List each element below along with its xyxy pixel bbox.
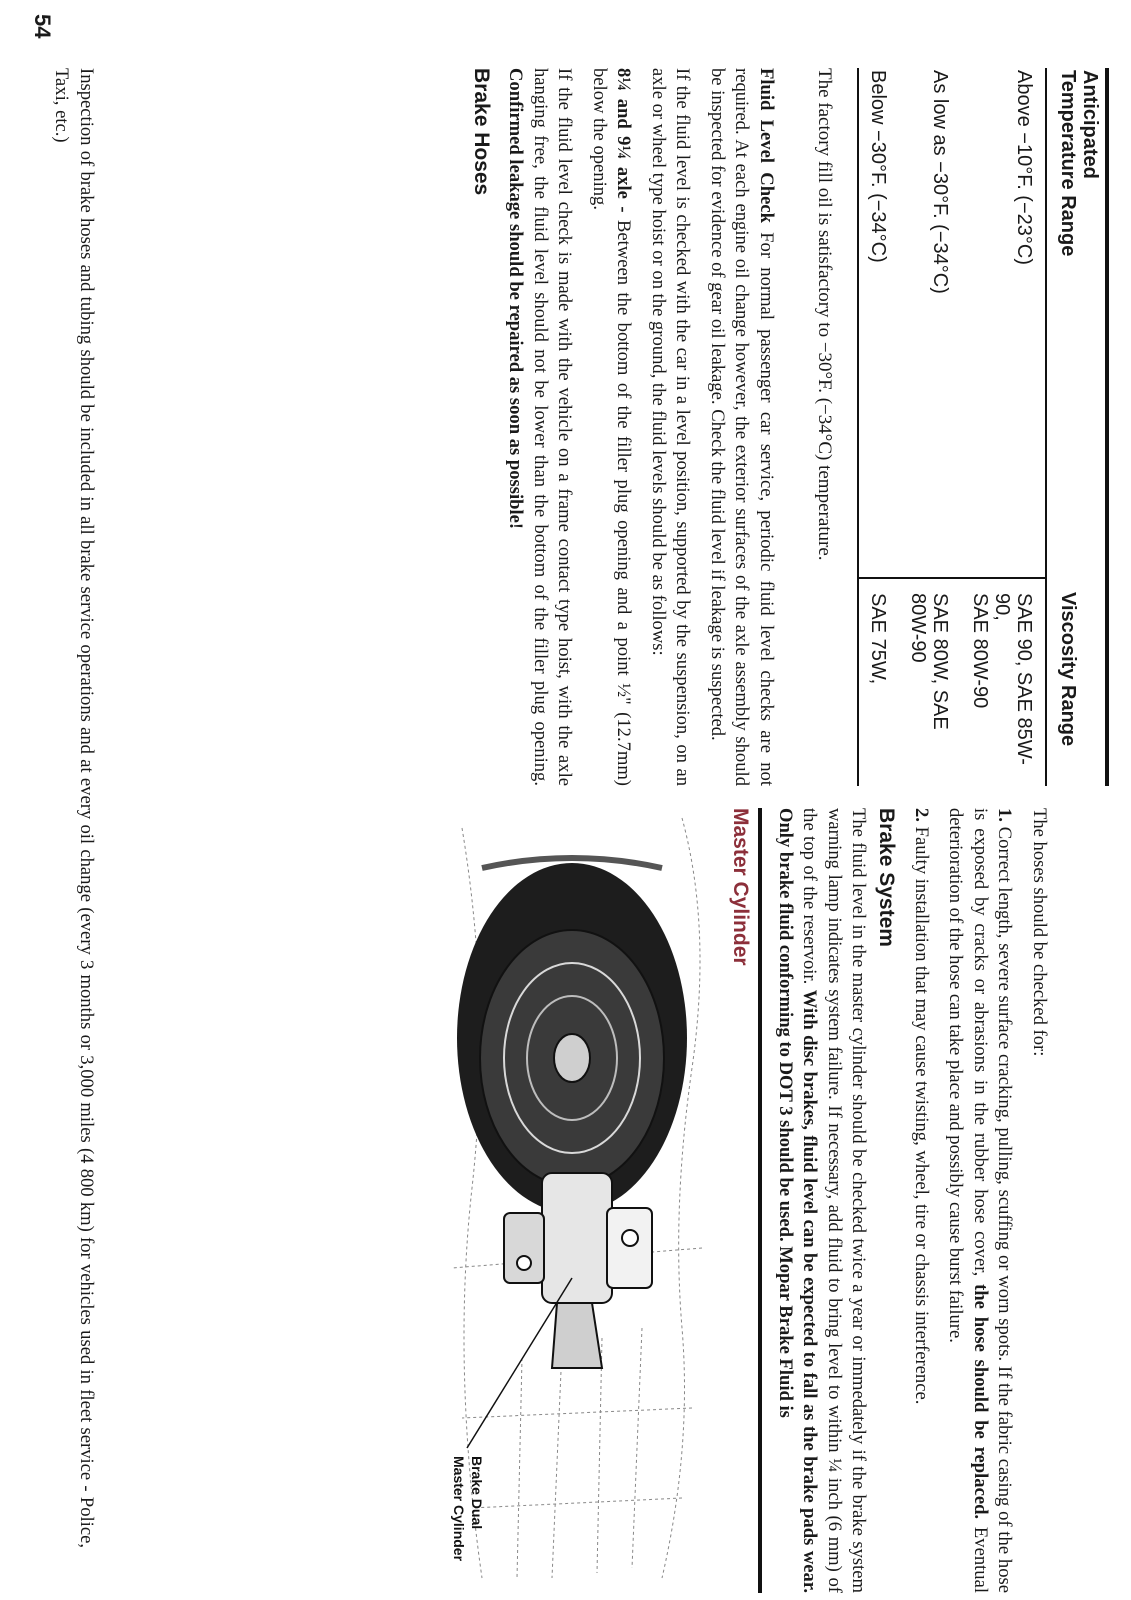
brake-booster-drawing — [458, 858, 688, 1213]
temp-cell: Above −10°F. (−23°C) — [1013, 70, 1035, 265]
item-2-text: Faulty installation that may cause twisting, wheel, tire or chassis interference. — [911, 821, 932, 1405]
temp-cell: Below −30°F. (−34°C) — [867, 70, 889, 263]
brake-hoses-check-for: The hoses should be checked for: — [1029, 808, 1050, 1057]
fluid-level-check-text: For normal passenger car service, periodic fluid level checks are not required. At each engine oil change however, the exterior surfaces of the axle assembly should be inspected for evidence of gear oil leakage. Check the fluid level if leakage is suspected. — [707, 68, 777, 787]
item-1-number: 1. — [994, 808, 1016, 822]
item-1-text-2: Eventual deterioration of the hose can take place and possibly cause burst failure. — [945, 808, 991, 1593]
table-row — [961, 68, 1046, 786]
axle-spec-label: 8¼ and 9¼ axle - — [613, 68, 635, 213]
left-column — [465, 68, 1109, 786]
frame-hoist-paragraph — [503, 68, 577, 786]
item-2-number: 2. — [911, 808, 932, 822]
viscosity-cell: SAE 90, SAE 85W-90, SAE 80W-90 — [961, 578, 1046, 786]
axle-spec-paragraph — [587, 68, 636, 786]
table-footnote: The factory fill oil is satisfactory to −30°F. (−34°C) temperature. — [814, 68, 835, 561]
master-cylinder-figure — [433, 808, 763, 1593]
brake-system-text: The fluid level in the master cylinder should be checked twice a year or immedately if the brake system warning lamp indicates system failure. If necessary, add fluid to bring level to within ¼ inch (6 mm) of the top of the reservoir. — [799, 808, 870, 1593]
level-position-paragraph: If the fluid level is checked with the car in a level position, supported by the suspension, on an axle or wheel type hoist or on the ground, the fluid levels should be as follows: — [648, 68, 694, 786]
axle-spec-text: Between the bottom of the filler plug opening and a point ½" (12.7mm) below the opening. — [589, 68, 635, 787]
header-viscosity: Viscosity Range — [1057, 592, 1079, 747]
viscosity-cell: SAE 75W, — [858, 578, 899, 786]
figure-title: Master Cylinder — [729, 808, 753, 966]
fluid-level-check-paragraph — [705, 68, 779, 786]
brake-system-heading: Brake System — [875, 808, 899, 947]
header-temperature — [1046, 68, 1107, 578]
brake-hoses-intro-block — [39, 68, 98, 1548]
table-bottom-rule — [857, 68, 858, 786]
page-number: 54 — [30, 14, 55, 39]
brake-hoses-item-2 — [909, 808, 934, 1593]
frame-hoist-warning: Confirmed leakage should be repaired as soon as possible! — [505, 68, 527, 530]
callout-label-line2: Master Cylinder — [451, 1456, 468, 1562]
brake-hoses-intro: Inspection of brake hoses and tubing should be included in all brake service operations and at every oil change (every 3 months or 3,000 miles (4 800 km) for vehicles used in fleet service - Police, Taxi, etc.) — [51, 68, 97, 1548]
brake-system-warning: With disc brakes, fluid level can be expected to fall as the brake pads wear. Only brake fluid conforming to DOT 3 should be used. Mopar Brake Fluid is — [775, 808, 821, 1594]
table-row — [899, 68, 961, 786]
header-temperature-line2: Temperature Range — [1057, 70, 1079, 257]
frame-hoist-text: If the fluid level check is made with the vehicle on a frame contact type hoist, with the axle hanging free, the fluid level should not be lower than the bottom of the filler plug opening. — [530, 68, 576, 786]
table-row — [858, 68, 899, 786]
fluid-level-check-title: Fluid Level Check — [756, 68, 777, 223]
master-cylinder-drawing — [505, 1173, 653, 1368]
viscosity-cell: SAE 80W, SAE 80W-90 — [899, 578, 961, 786]
item-1-warning: the hose should be replaced. — [970, 1284, 991, 1520]
table-header-row — [1046, 68, 1107, 786]
header-temperature-line1: Anticipated — [1079, 70, 1101, 179]
brake-system-paragraph — [773, 808, 871, 1593]
temp-cell: As low as −30°F. (−34°C) — [929, 70, 951, 294]
right-column — [433, 808, 1052, 1593]
item-1-text: Correct length, severe surface cracking, pulling, scuffing or worn spots. If the fabric casing of the hose is exposed by cracks or abrasions in the rubber hose cover, — [970, 808, 1016, 1593]
brake-hoses-heading: Brake Hoses — [470, 68, 493, 196]
callout-label-line1: Brake Dual — [469, 1456, 486, 1530]
brake-hoses-item-1 — [943, 808, 1017, 1593]
viscosity-table — [857, 68, 1109, 786]
master-cylinder-illustration — [433, 808, 723, 1588]
